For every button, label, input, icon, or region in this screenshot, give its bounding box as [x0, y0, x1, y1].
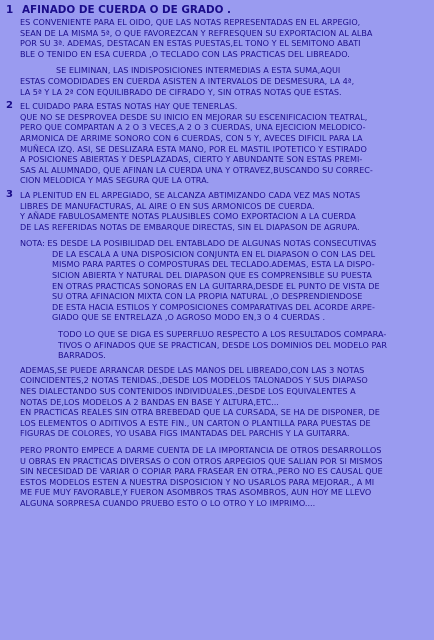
ademas-paragraph — [6, 365, 428, 439]
text-line: ARMONICA DE ARRIME SONORO CON 6 CUERDAS, CON 5 Y, AVECES DIFICIL PARA LA — [20, 132, 363, 143]
text-line: BLE O TENIDO EN ESA CUERDA ,O TECLADO CON LAS PRACTICAS DEL LIBREADO. — [20, 48, 350, 59]
text-line: LA PLENITUD EN EL ARPEGIADO, SE ALCANZA ABTIMIZANDO CADA VEZ MAS NOTAS — [20, 189, 361, 200]
text-line: ALGUNA SORPRESA CUANDO PRUEBO ESTO O LO OTRO Y LO IMPRIMO.... — [20, 497, 316, 508]
pero-paragraph — [6, 445, 428, 509]
text-line: ME FUE MUY FAVORABLE,Y FUERON ASOMBROS TRAS ASOMBROS, AUN HOY ME LLEVO — [20, 487, 372, 498]
paragraph-intro — [6, 17, 428, 59]
section-3 — [6, 189, 428, 232]
text-line: TODO LO QUE SE DIGA ES SUPERFLUO RESPECTO A LOS RESULTADOS COMPARA- — [58, 329, 387, 340]
section-number: 3 — [6, 188, 13, 200]
text-line: SICION ABIERTA Y NATURAL DEL DIAPASON QUE ES COMPRENSIBLE SU PUESTA — [52, 270, 372, 281]
text-line: DE ESTA HACIA ESTILOS Y COMPOSICIONES COMPARATIVAS DEL ACORDE ARPE- — [52, 301, 375, 312]
text-line: COINCIDENTES,2 NOTAS TENIDAS.,DESDE LOS MODELOS TALONADOS Y SUS DIAPASO — [20, 375, 368, 386]
text-line: LA 5ª Y LA 2ª CON EQUILIBRADO DE CIFRADO Y, SIN OTRAS NOTAS QUE ESTAS. — [20, 86, 342, 97]
todo-paragraph — [6, 329, 428, 361]
text-line: NOTAS DE,LOS MODELOS A 2 BANDAS EN BASE Y ALTURA,ETC... — [20, 396, 279, 407]
text-line: ESTAS COMODIDADES EN CUERDA ASISTEN A INTERVALOS DE DESMESURA, LA 4ª, — [20, 75, 355, 86]
text-line: SAS AL ALUMNADO, QUE AFINAN LA CUERDA UNA Y OTRAVEZ,BUSCANDO SU CORREC- — [20, 164, 373, 175]
text-line: EN PRACTICAS REALES SIN OTRA BREBEDAD QUE LA CURSADA, SE HA DE DISPONER, DE — [20, 407, 380, 418]
text-line: SE ELIMINAN, LAS INDISPOSICIONES INTERMEDIAS A ESTA SUMA,AQUI — [56, 65, 341, 76]
text-line: QUE NO SE DESPROVEA DESDE SU INICIO EN MEJORAR SU ESCENIFICACION TEATRAL, — [20, 111, 368, 122]
text-line: ES CONVENIENTE PARA EL OIDO, QUE LAS NOTAS REPRESENTADAS EN EL ARPEGIO, — [20, 17, 361, 27]
text-line: SEAN DE LA MISMA 5ª, O QUE FAVOREZCAN Y REFRESQUEN SU EXPORTACION AL ALBA — [20, 27, 373, 38]
section-number: 2 — [6, 100, 13, 112]
text-line: MISMO PARA PARTES O COMPOSTURAS DEL TECLADO.ADEMAS, ESTA LA DISPO- — [52, 259, 375, 270]
title-text: AFINADO DE CUERDA O DE GRADO . — [22, 4, 231, 16]
text-line: MUÑECA IZQ. ASI, SE DESLIZARA ESTA MANO, POR EL MASTIL IPOTETICO Y ESTIRADO — [20, 143, 367, 154]
text-line: SU OTRA AFINACION MIXTA CON LA PROPIA NATURAL ,O DESPRENDIENDOSE — [52, 291, 363, 302]
section-number: 1 — [6, 4, 14, 16]
text-line: NOTA: ES DESDE LA POSIBILIDAD DEL ENTABLADO DE ALGUNAS NOTAS CONSECUTIVAS — [20, 238, 377, 249]
text-line: LIBRES DE MANUFACTURAS, AL AIRE O EN SUS ARMONICOS DE CUERDA. — [20, 200, 315, 211]
text-line: A POSICIONES ABIERTAS Y DESPLAZADAS, CIERTO Y ABUNDANTE SON ESTAS PREMI- — [20, 154, 363, 165]
document-title — [6, 4, 428, 17]
text-line: TIVOS O AFINADOS QUE SE PRACTICAN, DESDE LOS DOMINIOS DEL MODELO PAR — [58, 339, 387, 350]
text-line: ADEMAS,SE PUEDE ARRANCAR DESDE LAS MANOS DEL LIBREADO,CON LAS 3 NOTAS — [20, 364, 365, 375]
text-line: Y AÑADE FABULOSAMENTE NOTAS PLAUSIBLES COMO EXPORTACION A LA CUERDA — [20, 211, 356, 222]
text-line: ESTOS MODELOS ESTEN A NUESTRA DISPOSICION Y NO USARLOS PARA MEJORAR., A MI — [20, 476, 375, 487]
text-line: SIN NECESIDAD DE VARIAR O COPIAR PARA FRASEAR EN OTRA.,PERO NO ES CAUSAL QUE — [20, 466, 383, 477]
text-line: DE LA ESCALA A UNA DISPOSICION CONJUNTA EN EL DIAPASON O CON LAS DEL — [52, 248, 376, 259]
text-line: EN OTRAS PRACTICAS SONORAS EN LA GUITARRA,DESDE EL PUNTO DE VISTA DE — [52, 280, 380, 291]
text-line: NES DIALECTANDO SUS CONTENIDOS INDIVIDUALES.,DESDE LOS EQUIVALENTES A — [20, 386, 356, 396]
text-line: FIGURAS DE COLORES, YO USABA FIGS IMANTADAS DEL PARCHIS Y LA GUITARRA. — [20, 428, 350, 439]
text-line: BARRADOS. — [58, 350, 106, 361]
text-line: DE LAS REFERIDAS NOTAS DE EMBARQUE DIRECTAS, SIN EL DIAPASON DE AGRUPA. — [20, 221, 360, 232]
text-line: EL CUIDADO PARA ESTAS NOTAS HAY QUE TENERLAS. — [20, 101, 238, 112]
text-line: LOS ELEMENTOS O ADITIVOS A ESTE FIN., UN CARTON O PLANTILLA PARA PUESTAS DE — [20, 417, 371, 428]
text-line: CION MELODICA Y MAS SEGURA QUE LA OTRA. — [20, 175, 210, 186]
section-2 — [6, 100, 428, 186]
nota-paragraph — [6, 238, 428, 323]
text-line: U OBRAS EN PRACTICAS DIVERSAS O CON OTROS ARPEGIOS QUE SALIAN POR SI MISMOS — [20, 455, 383, 466]
text-line: PERO PRONTO EMPECE A DARME CUENTA DE LA IMPORTANCIA DE OTROS DESARROLLOS — [20, 444, 382, 455]
text-line: PERO QUE COMPARTAN A 2 O 3 VECES,A 2 O 3 CUERDAS, UNA EJECICION MELODICO- — [20, 122, 366, 133]
paragraph-elimination — [6, 65, 428, 97]
text-line: POR SU 3ª. ADEMAS, DESTACAN EN ESTAS PUESTAS,EL TONO Y EL SEMITONO ABATI — [20, 38, 361, 49]
text-line: GIADO QUE SE ENTRELAZA ,O AGROSO MODO EN,3 O 4 CUERDAS . — [52, 312, 326, 323]
